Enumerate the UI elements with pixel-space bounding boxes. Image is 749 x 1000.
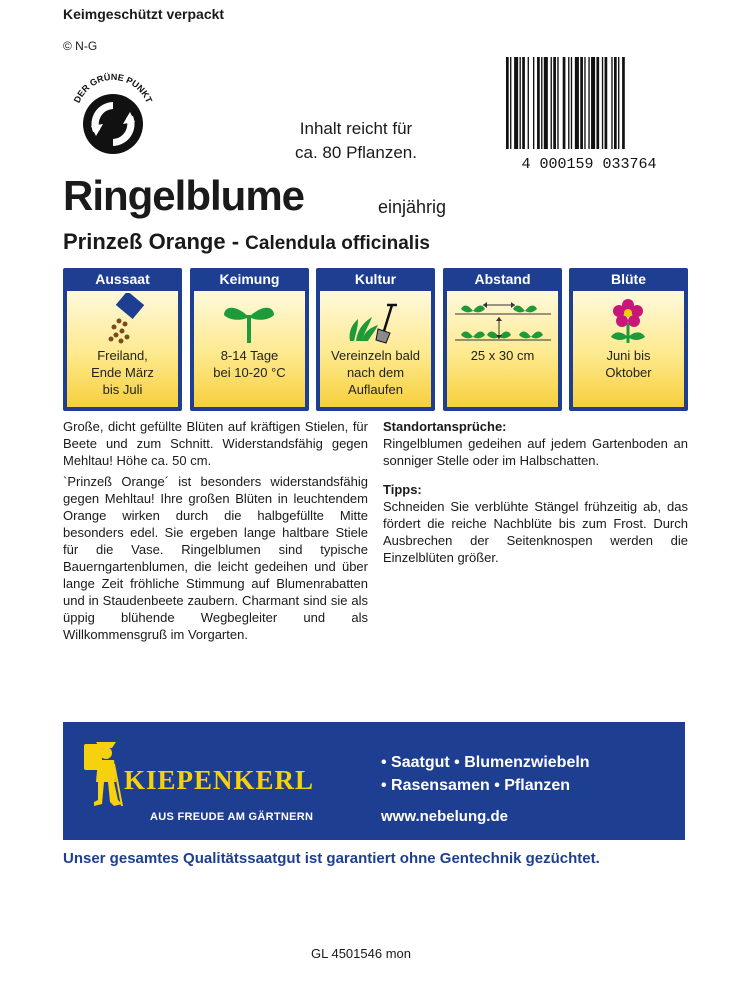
card-line: 8-14 Tage: [220, 348, 279, 363]
seedling-icon: [194, 293, 305, 345]
card-line: nach dem: [346, 365, 405, 380]
site-heading: Standortansprüche:: [383, 419, 507, 434]
content-line-2: ca. 80 Pflanzen.: [295, 143, 417, 162]
content-note: [266, 117, 446, 165]
copyright: © N-G: [63, 39, 98, 53]
card-title: Blüte: [611, 271, 646, 287]
card-line: bei 10-20 °C: [213, 365, 286, 380]
gruener-punkt-logo: [63, 66, 163, 166]
gmo-note: Unser gesamtes Qualitätssaatgut ist garantiert ohne Gentechnik gezüchtet.: [63, 850, 600, 867]
card-bluete: [569, 268, 688, 411]
site-text: Ringelblumen gedeihen auf jedem Gartenboden an sonniger Stelle oder im Halbschatten.: [383, 436, 688, 468]
website-link[interactable]: www.nebelung.de: [381, 808, 508, 825]
care-column: [383, 418, 688, 570]
card-abstand: [443, 268, 562, 411]
variety-name: Prinzeß Orange: [63, 229, 226, 254]
product-title: Ringelblume: [63, 172, 305, 219]
product-range-1: • Saatgut • Blumenzwiebeln: [381, 754, 590, 771]
card-kultur: [316, 268, 435, 411]
card-line: Freiland,: [97, 348, 148, 363]
card-title: Aussaat: [95, 271, 150, 287]
card-keimung: [190, 268, 309, 411]
seed-bag-icon: [67, 293, 178, 345]
description-column: [63, 418, 368, 647]
card-aussaat: [63, 268, 182, 411]
card-title: Abstand: [474, 271, 531, 287]
card-line: Ende März: [91, 365, 154, 380]
card-line: Vereinzeln bald: [331, 348, 420, 363]
product-subtitle: [63, 229, 430, 255]
description-paragraph: Große, dicht gefüllte Blüten auf kräftigen Stielen, für Beete und zum Schnitt. Widerstandsfähig gegen Mehltau! Höhe ca. 50 cm.: [63, 419, 368, 468]
card-title: Keimung: [219, 271, 280, 287]
tips-text: Schneiden Sie verblühte Stängel frühzeitig ab, das fördert die reiche Nachblüte bis zum Frost. Durch Ausbrechen der Seitenknospen werden die Einzelblüten größer.: [383, 499, 688, 565]
barcode: [496, 55, 682, 172]
content-line-1: Inhalt reicht für: [299, 119, 413, 138]
card-line: 25 x 30 cm: [470, 348, 535, 363]
card-line: bis Juli: [102, 382, 143, 397]
card-line: Auflaufen: [348, 382, 403, 397]
tips-heading: Tipps:: [383, 482, 422, 497]
card-title: Kultur: [354, 271, 397, 287]
card-line: Oktober: [605, 365, 652, 380]
top-note: Keimgeschützt verpackt: [63, 6, 225, 22]
subtitle-separator: -: [225, 229, 246, 254]
description-paragraph: `Prinzeß Orange´ ist besonders widerstandsfähig gegen Mehltau! Ihre großen Blüten in leuchtendem Orange wirken durch die halbgefüllte Mitte besonders edel. Sie ergeben lange haltbare Stiele für die Vase. Ringelblumen sind typische Bauerngartenblumen, die leicht gedeihen und über lange Zeit fröhliche Stimmung auf Blumenrabatten und in Staudenbeete zaubern. Charmant sind sie als üppig blühende Wegbegleiter und als Willkommensgruß im Vorgarten.: [63, 474, 368, 642]
product-annual: einjährig: [378, 197, 447, 217]
latin-name: Calendula officinalis: [245, 233, 430, 254]
barcode-number: 4 000159 033764: [521, 156, 657, 172]
gruener-punkt-text: DER GRÜNE PUNKT: [71, 71, 155, 105]
flower-icon: [573, 293, 684, 345]
spade-icon: [320, 293, 431, 345]
lot-code: GL 4501546 mon: [311, 946, 411, 961]
card-line: Juni bis: [606, 348, 651, 363]
spacing-icon: [447, 293, 558, 345]
product-range-2: • Rasensamen • Pflanzen: [381, 777, 571, 794]
kiepenkerl-figure-icon: [82, 740, 124, 810]
brand-name: KIEPENKERL: [124, 765, 315, 795]
brand-tagline: AUS FREUDE AM GÄRTNERN: [150, 811, 314, 823]
